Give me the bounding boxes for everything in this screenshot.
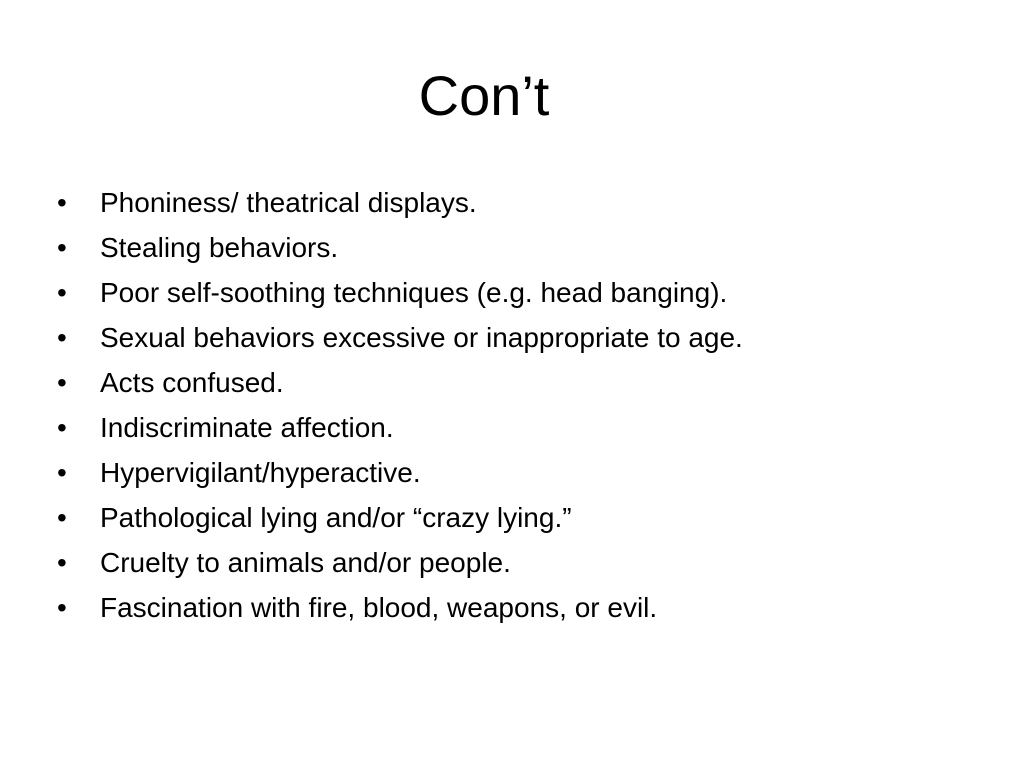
bullet-list (57, 180, 997, 630)
list-item (57, 405, 997, 450)
list-item (57, 540, 997, 585)
list-item (57, 360, 997, 405)
list-item (57, 585, 997, 630)
list-item (57, 270, 997, 315)
bullet-text: Acts confused. (100, 367, 284, 398)
bullet-text: Stealing behaviors. (100, 232, 339, 263)
bullet-text: Sexual behaviors excessive or inappropriate to age. (100, 322, 743, 353)
list-item (57, 495, 997, 540)
list-item (57, 180, 997, 225)
bullet-icon: • (57, 367, 67, 398)
list-item (57, 225, 997, 270)
bullet-text: Hypervigilant/hyperactive. (100, 457, 421, 488)
bullet-icon: • (57, 547, 67, 578)
bullet-icon: • (57, 457, 67, 488)
list-item (57, 450, 997, 495)
bullet-icon: • (57, 277, 67, 308)
bullet-icon: • (57, 592, 67, 623)
bullet-text: Cruelty to animals and/or people. (100, 547, 511, 578)
list-item (57, 315, 997, 360)
bullet-text: Fascination with fire, blood, weapons, or evil. (100, 592, 658, 623)
bullet-icon: • (57, 502, 67, 533)
bullet-text: Pathological lying and/or “crazy lying.” (100, 502, 572, 533)
bullet-icon: • (57, 322, 67, 353)
bullet-text: Phoniness/ theatrical displays. (100, 187, 477, 218)
bullet-icon: • (57, 187, 67, 218)
bullet-text: Indiscriminate affection. (100, 412, 394, 443)
bullet-text: Poor self-soothing techniques (e.g. head banging). (100, 277, 728, 308)
bullet-icon: • (57, 232, 67, 263)
slide-title: Con’t (418, 64, 550, 127)
bullet-icon: • (57, 412, 67, 443)
